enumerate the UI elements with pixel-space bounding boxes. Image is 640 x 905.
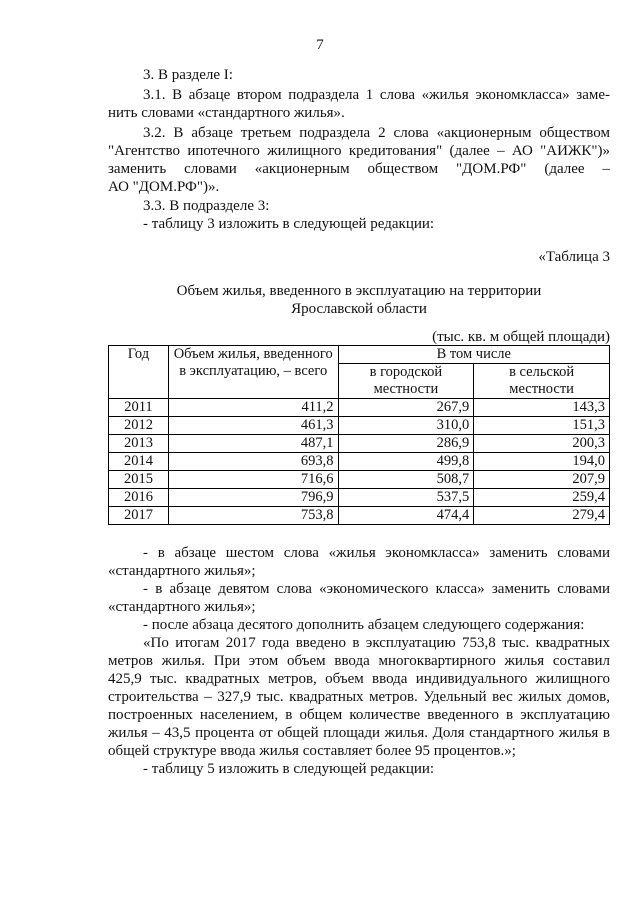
cell-total: 487,1 (168, 435, 338, 453)
header-year: Год (109, 346, 169, 399)
cell-total: 693,8 (168, 453, 338, 471)
quote-line7: общей структуре ввода жилья составляет более 95 процентов.»; (108, 743, 516, 759)
table-row (109, 417, 610, 435)
quote-line2: метров жилья. При этом объем ввода многоквартирного жилья составил (108, 653, 610, 669)
quote-line6: жилья – 43,5 процента от общей площади жилья. Доля стандартного жилья в (108, 725, 610, 741)
cell-urban: 267,9 (338, 399, 474, 417)
item-3-heading: 3. В разделе I: (143, 67, 233, 83)
cell-year: 2012 (109, 417, 169, 435)
table-row (109, 471, 610, 489)
cell-urban: 286,9 (338, 435, 474, 453)
quote-line3: 425,9 тыс. квадратных метров, объем ввода индивидуального жилищного (108, 671, 610, 687)
table-row (109, 435, 610, 453)
cell-total: 411,2 (168, 399, 338, 417)
header-urban: в городской местности (338, 364, 474, 399)
cell-urban: 537,5 (338, 489, 474, 507)
table-row (109, 507, 610, 525)
cell-total: 796,9 (168, 489, 338, 507)
header-rural: в сельской местности (474, 364, 610, 399)
table-reference: «Таблица 3 (538, 249, 610, 265)
item-6-line1: - в абзаце шестом слова «жилья экономкласса» заменить словами (143, 545, 610, 561)
cell-urban: 508,7 (338, 471, 474, 489)
cell-rural: 259,4 (474, 489, 610, 507)
cell-rural: 207,9 (474, 471, 610, 489)
table-row (109, 399, 610, 417)
cell-year: 2016 (109, 489, 169, 507)
cell-urban: 474,4 (338, 507, 474, 525)
cell-total: 716,6 (168, 471, 338, 489)
cell-year: 2013 (109, 435, 169, 453)
cell-year: 2015 (109, 471, 169, 489)
cell-total: 461,3 (168, 417, 338, 435)
item-6-line2: «стандартного жилья»; (108, 563, 256, 579)
cell-year: 2017 (109, 507, 169, 525)
cell-rural: 194,0 (474, 453, 610, 471)
table-row (109, 489, 610, 507)
header-including: В том числе (338, 346, 609, 364)
page-number: 7 (316, 37, 324, 53)
cell-rural: 151,3 (474, 417, 610, 435)
quote-line5: построенных населением, в общем количестве введенного в эксплуатацию (108, 707, 610, 723)
cell-rural: 279,4 (474, 507, 610, 525)
item-3-2-line3: заменить словами «акционерным обществом "ДОМ.РФ" (далее – (108, 161, 610, 177)
table-row (109, 453, 610, 471)
table-5-instruction: - таблицу 5 изложить в следующей редакции: (143, 761, 435, 777)
housing-table (108, 345, 610, 525)
cell-rural: 200,3 (474, 435, 610, 453)
item-9-line2: «стандартного жилья»; (108, 599, 256, 615)
table-units: (тыс. кв. м общей площади) (432, 329, 610, 345)
item-10-instruction: - после абзаца десятого дополнить абзацем следующего содержания: (143, 617, 585, 633)
table-title-line1: Объем жилья, введенного в эксплуатацию на территории (176, 283, 542, 299)
cell-urban: 499,8 (338, 453, 474, 471)
cell-urban: 310,0 (338, 417, 474, 435)
item-3-1-line1: 3.1. В абзаце втором подраздела 1 слова «жилья экономкласса» заме- (143, 87, 610, 103)
item-3-1-line2: нить словами «стандартного жилья». (108, 105, 345, 121)
cell-total: 753,8 (168, 507, 338, 525)
quote-line4: строительства – 327,9 тыс. квадратных метров. Удельный вес жилых домов, (108, 689, 610, 705)
item-3-2-line4: АО "ДОМ.РФ")». (108, 179, 220, 195)
table-title-line2: Ярославской области (291, 301, 427, 317)
item-3-3-heading: 3.3. В подразделе 3: (143, 198, 270, 214)
cell-year: 2011 (109, 399, 169, 417)
header-total: Объем жилья, введенного в эксплуатацию, – всего (168, 346, 338, 399)
cell-year: 2014 (109, 453, 169, 471)
item-3-2-line1: 3.2. В абзаце третьем подраздела 2 слова «акционерным обществом (143, 125, 610, 141)
item-3-3-instruction: - таблицу 3 изложить в следующей редакции: (143, 216, 435, 232)
cell-rural: 143,3 (474, 399, 610, 417)
item-9-line1: - в абзаце девятом слова «экономического класса» заменить словами (143, 581, 610, 597)
quote-line1: «По итогам 2017 года введено в эксплуатацию 753,8 тыс. квадратных (143, 635, 610, 651)
item-3-2-line2: "Агентство ипотечного жилищного кредитования" (далее – АО "АИЖК")» (108, 143, 610, 159)
